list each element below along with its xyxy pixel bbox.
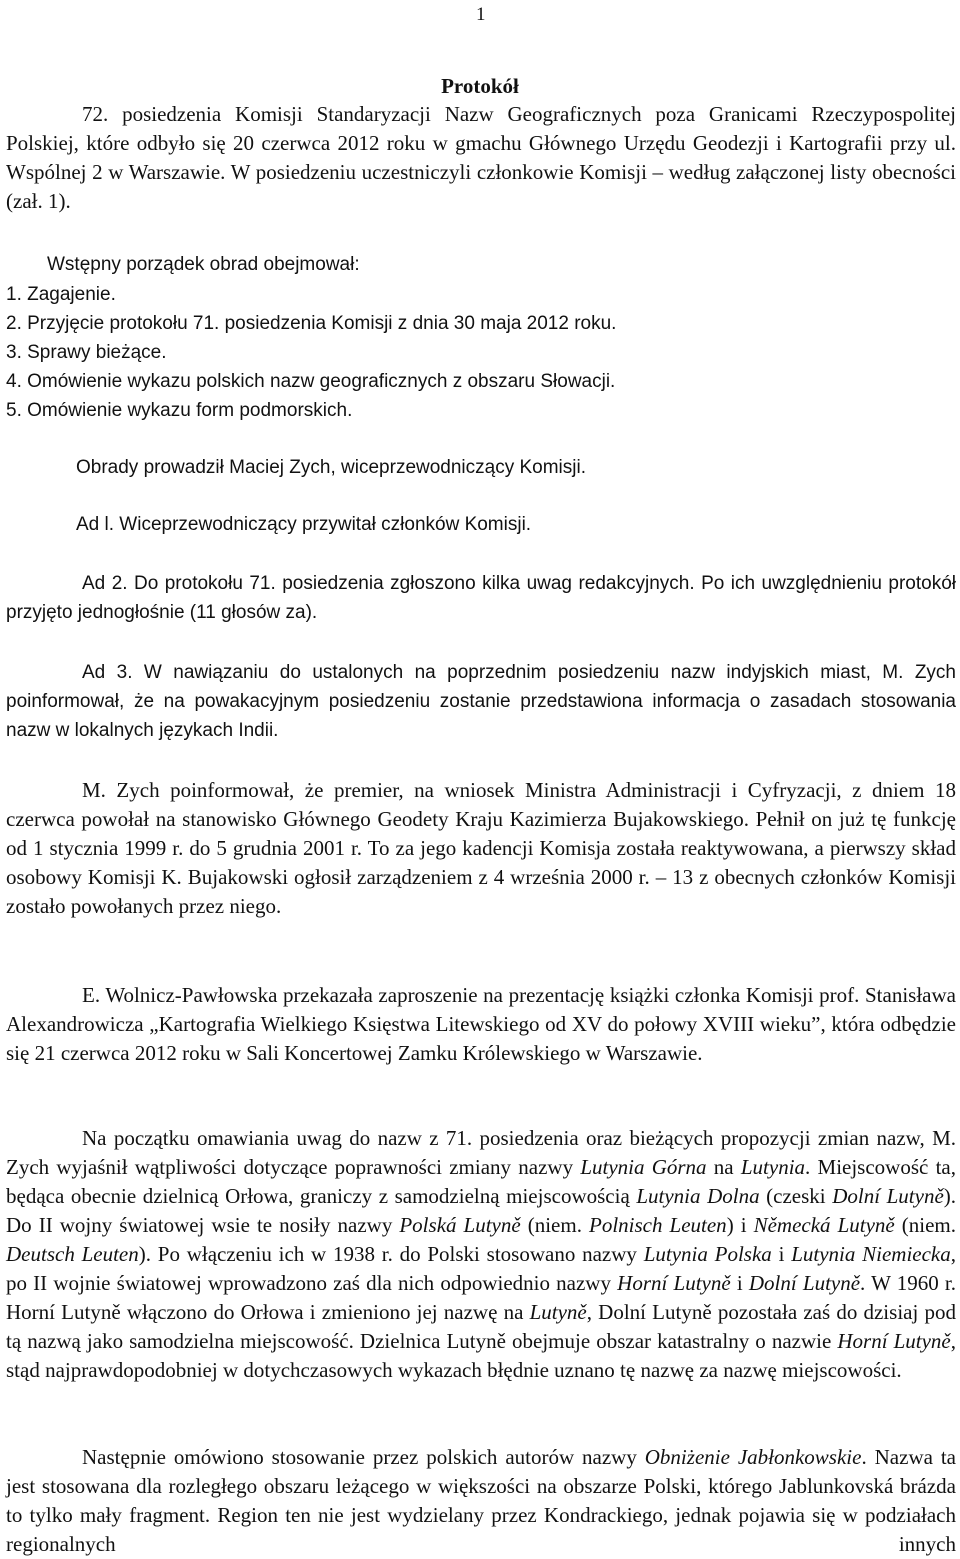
placename: Lutynia Dolna bbox=[636, 1184, 760, 1208]
agenda-item: 4. Omówienie wykazu polskich nazw geograficznych z obszaru Słowacji. bbox=[6, 371, 616, 392]
placename: Obniżenie Jabłonkowskie bbox=[644, 1445, 862, 1469]
agenda-item: 1. Zagajenie. bbox=[6, 284, 116, 305]
agenda-heading: Wstępny porządek obrad obejmował: bbox=[47, 254, 360, 275]
agenda-item: 2. Przyjęcie protokołu 71. posiedzenia Komisji z dnia 30 maja 2012 roku. bbox=[6, 313, 617, 334]
placename: Lutynia Niemiecka bbox=[791, 1242, 951, 1266]
placename: Lutynia Polska bbox=[643, 1242, 772, 1266]
placename: Polská Lutyně bbox=[399, 1213, 521, 1237]
placename: Dolní Lutyně bbox=[832, 1184, 944, 1208]
book-paragraph: E. Wolnicz-Pawłowska przekazała zaproszenie na prezentację książki członka Komisji prof. Stanisława Alexandrowicza „Kartografia Wielkiego Księstwa Litewskiego od XV do połowy XVIII wieku”, która odbędzie się 21 czerwca 2012 roku w Sali Koncertowej Zamku Królewskiego w Warszawie. bbox=[6, 983, 956, 1065]
obnizenie-paragraph: Następnie omówiono stosowanie przez polskich autorów nazwy Obniżenie Jabłonkowskie. Nazwa ta jest stosowana dla rozległego obszaru leżącego w większości na obszarze Polski, którego Jablunkovská brázda to tylko mały fragment. Region ten nie jest wydzielany przez Kondrackiego, jednak pojawia się w podziałach regionalnych innych bbox=[6, 1445, 956, 1556]
chair-note: Obrady prowadził Maciej Zych, wiceprzewodniczący Komisji. bbox=[76, 457, 587, 478]
ad1-paragraph: Ad l. Wiceprzewodniczący przywitał członków Komisji. bbox=[76, 514, 532, 535]
placename: Dolní Lutyně bbox=[748, 1271, 861, 1295]
placename: Polnisch Leuten bbox=[589, 1213, 727, 1237]
placename: Lutyně bbox=[529, 1300, 587, 1324]
intro-paragraph: 72. posiedzenia Komisji Standaryzacji Nazw Geograficznych poza Granicami Rzeczypospolitej Polskiej, które odbyło się 20 czerwca 2012 roku w gmachu Głównego Urzędu Geodezji i Kartografii przy ul. Wspólnej 2 w Warszawie. W posiedzeniu uczestniczyli członkowie Komisji – według załączonej listy obecności (zał. 1). bbox=[6, 102, 956, 213]
placename: Deutsch Leuten bbox=[6, 1242, 139, 1266]
placename: Horní Lutyně bbox=[837, 1329, 951, 1353]
placename: Horní Lutyně bbox=[617, 1271, 731, 1295]
lutynia-paragraph: Na początku omawiania uwag do nazw z 71. posiedzenia oraz bieżących propozycji zmian nazw, M. Zych wyjaśnił wątpliwości dotyczące poprawności zmiany nazwy Lutynia Górna na Lutynia. Miejscowość ta, będąca obecnie dzielnicą Orłowa, graniczy z samodzielną miejscowością Lutynia Dolna (czeski Dolní Lutyně). Do II wojny światowej wsie te nosiły nazwy Polská Lutyně (niem. Polnisch Leuten) i Německá Lutyně (niem. Deutsch Leuten). Po włączeniu ich w 1938 r. do Polski stosowano nazwy Lutynia Polska i Lutynia Niemiecka, po II wojnie światowej wprowadzono zaś dla nich odpowiednio nazwy Horní Lutyně i Dolní Lutyně. W 1960 r. Horní Lutyně włączono do Orłowa i zmieniono jej nazwę na Lutyně, Dolní Lutyně pozostała zaś do dzisiaj pod tą nazwą jako samodzielna miejscowość. Dzielnica Lutyně obejmuje obszar katastralny o nazwie Horní Lutyně, stąd najprawdopodobniej w dotychczasowych wykazach błędnie uznano tę nazwę za nazwę miejscowości. bbox=[6, 1126, 957, 1382]
document-title: Protokół bbox=[441, 74, 519, 98]
ad3-paragraph: Ad 3. W nawiązaniu do ustalonych na poprzednim posiedzeniu nazw indyjskich miast, M. Zych poinformował, że na powakacyjnym posiedzeniu zostanie przedstawiona informacja o zasadach stosowania nazw w lokalnych językach Indii. bbox=[6, 662, 956, 741]
agenda-item: 3. Sprawy bieżące. bbox=[6, 342, 167, 363]
placename: Německá Lutyně bbox=[753, 1213, 895, 1237]
placename: Lutynia bbox=[740, 1155, 806, 1179]
ad2-paragraph: Ad 2. Do protokołu 71. posiedzenia zgłoszono kilka uwag redakcyjnych. Po ich uwzględnieniu protokół przyjęto jednogłośnie (11 głosów za). bbox=[6, 573, 956, 623]
gugik-paragraph: M. Zych poinformował, że premier, na wniosek Ministra Administracji i Cyfryzacji, z dniem 18 czerwca powołał na stanowisko Głównego Geodety Kraju Kazimierza Bujakowskiego. Pełnił on już tę funkcję od 1 stycznia 1999 r. do 5 grudnia 2001 r. To za jego kadencji Komisja została reaktywowana, a pierwszy skład osobowy Komisji K. Bujakowski ogłosił zarządzeniem z 4 września 2000 r. – 13 z obecnych członków Komisji zostało powołanych przez niego. bbox=[6, 778, 956, 918]
placename: Lutynia Górna bbox=[580, 1155, 707, 1179]
agenda-item: 5. Omówienie wykazu form podmorskich. bbox=[6, 400, 353, 421]
page-number: 1 bbox=[476, 4, 486, 25]
